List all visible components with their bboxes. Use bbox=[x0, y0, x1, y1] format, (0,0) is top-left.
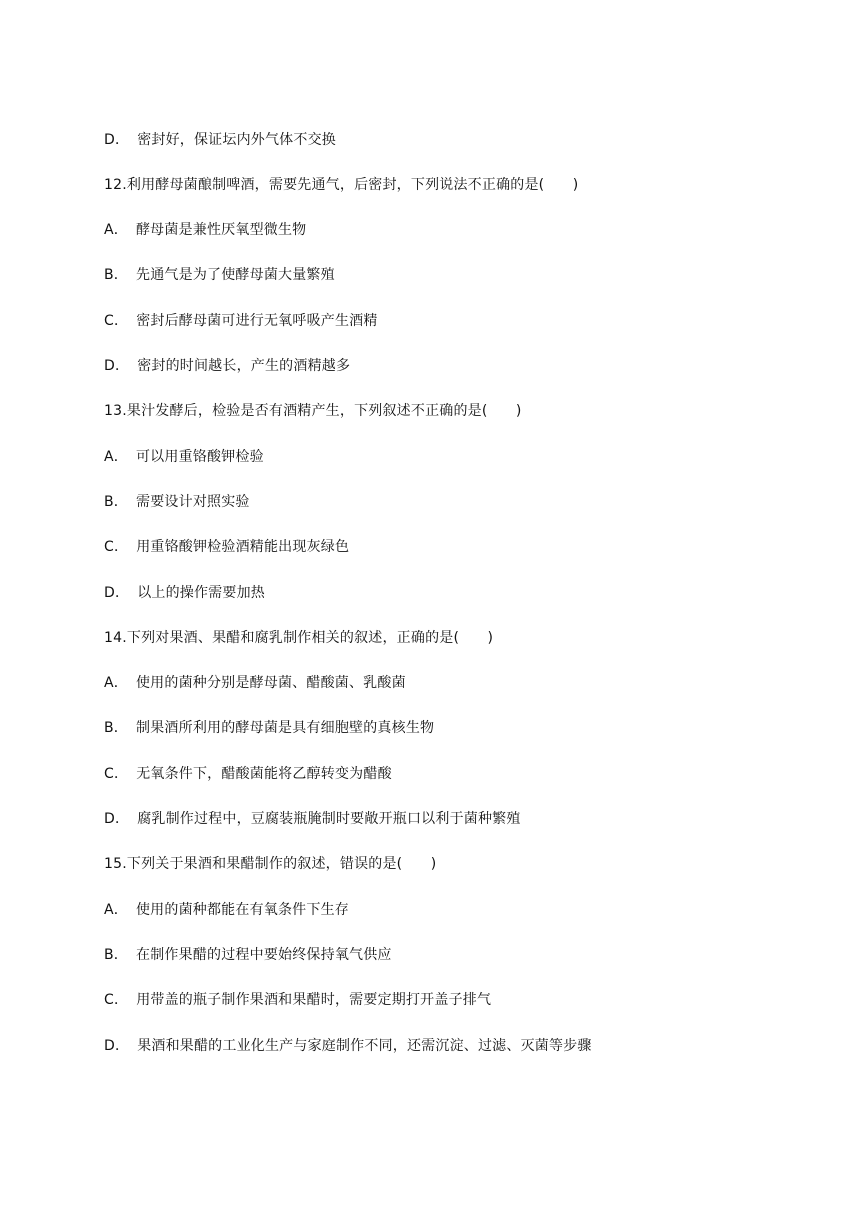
option-label: B． bbox=[104, 494, 129, 510]
option-14-c bbox=[104, 763, 392, 785]
option-text: 制果酒所利用的酵母菌是具有细胞壁的真核生物 bbox=[136, 720, 435, 736]
option-text: 腐乳制作过程中，豆腐装瓶腌制时要敞开瓶口以利于菌种繁殖 bbox=[137, 811, 521, 827]
option-label: C． bbox=[104, 313, 129, 329]
option-label: A． bbox=[104, 449, 128, 465]
option-label: C． bbox=[104, 992, 129, 1008]
option-label: C． bbox=[104, 539, 129, 555]
question-text: 利用酵母菌酿制啤酒，需要先通气，后密封，下列说法不正确的是( ) bbox=[126, 177, 579, 193]
option-11-d bbox=[104, 129, 336, 151]
option-label: B． bbox=[104, 947, 129, 963]
option-13-d bbox=[104, 582, 265, 604]
option-12-c bbox=[104, 310, 378, 332]
option-label: A． bbox=[104, 675, 128, 691]
option-text: 在制作果醋的过程中要始终保持氧气供应 bbox=[136, 947, 392, 963]
option-text: 使用的菌种都能在有氧条件下生存 bbox=[135, 902, 349, 918]
question-12 bbox=[104, 174, 578, 196]
option-label: D． bbox=[104, 811, 130, 827]
option-12-a bbox=[104, 219, 306, 241]
option-label: D． bbox=[104, 1038, 130, 1054]
option-text: 使用的菌种分别是酵母菌、醋酸菌、乳酸菌 bbox=[135, 675, 406, 691]
option-text: 用带盖的瓶子制作果酒和果醋时，需要定期打开盖子排气 bbox=[136, 992, 492, 1008]
question-text: 果汁发酵后，检验是否有酒精产生，下列叙述不正确的是( ) bbox=[126, 403, 522, 419]
question-number: 14. bbox=[104, 630, 127, 646]
option-label: C． bbox=[104, 766, 129, 782]
option-label: D． bbox=[104, 132, 130, 148]
option-15-d bbox=[104, 1035, 592, 1057]
option-text: 无氧条件下，醋酸菌能将乙醇转变为醋酸 bbox=[136, 766, 392, 782]
option-label: A． bbox=[104, 902, 128, 918]
option-13-c bbox=[104, 536, 349, 558]
option-label: B． bbox=[104, 267, 129, 283]
option-text: 果酒和果醋的工业化生产与家庭制作不同，还需沉淀、过滤、灭菌等步骤 bbox=[137, 1038, 592, 1054]
option-14-a bbox=[104, 672, 406, 694]
option-text: 需要设计对照实验 bbox=[136, 494, 250, 510]
question-number: 15. bbox=[104, 856, 127, 872]
option-14-b bbox=[104, 717, 434, 739]
question-text: 下列对果酒、果醋和腐乳制作相关的叙述，正确的是( ) bbox=[126, 630, 494, 646]
option-text: 酵母菌是兼性厌氧型微生物 bbox=[135, 222, 307, 238]
option-label: D． bbox=[104, 585, 130, 601]
question-number: 13. bbox=[104, 403, 127, 419]
option-label: D． bbox=[104, 358, 130, 374]
option-label: A． bbox=[104, 222, 128, 238]
option-text: 以上的操作需要加热 bbox=[137, 585, 265, 601]
option-text: 密封好，保证坛内外气体不交换 bbox=[137, 132, 336, 148]
option-12-b bbox=[104, 264, 335, 286]
question-14 bbox=[104, 627, 493, 649]
option-13-a bbox=[104, 446, 264, 468]
question-number: 12. bbox=[104, 177, 127, 193]
option-13-b bbox=[104, 491, 250, 513]
option-label: B． bbox=[104, 720, 129, 736]
question-13 bbox=[104, 400, 522, 422]
option-15-b bbox=[104, 944, 392, 966]
option-15-a bbox=[104, 899, 349, 921]
option-text: 密封的时间越长，产生的酒精越多 bbox=[137, 358, 351, 374]
option-text: 用重铬酸钾检验酒精能出现灰绿色 bbox=[136, 539, 350, 555]
option-14-d bbox=[104, 808, 521, 830]
option-text: 可以用重铬酸钾检验 bbox=[135, 449, 264, 465]
question-15 bbox=[104, 853, 436, 875]
option-text: 密封后酵母菌可进行无氧呼吸产生酒精 bbox=[136, 313, 378, 329]
option-15-c bbox=[104, 989, 491, 1011]
question-text: 下列关于果酒和果醋制作的叙述，错误的是( ) bbox=[126, 856, 437, 872]
option-text: 先通气是为了使酵母菌大量繁殖 bbox=[136, 267, 335, 283]
option-12-d bbox=[104, 355, 350, 377]
